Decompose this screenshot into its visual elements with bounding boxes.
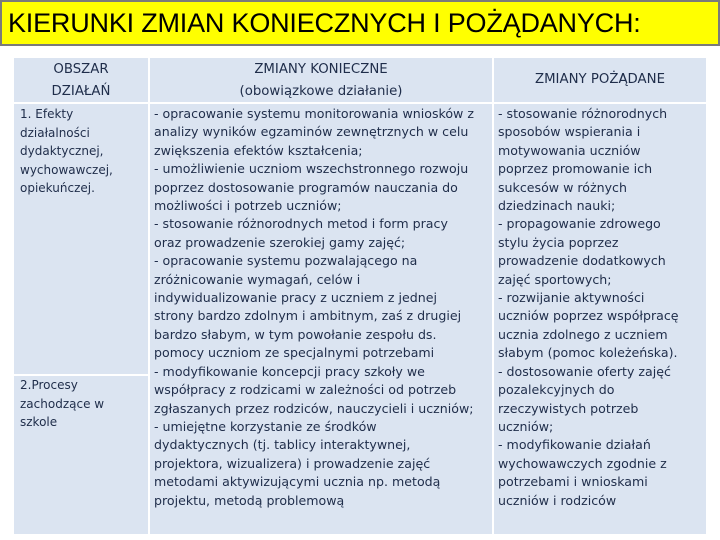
required-line: - opracowanie systemu pozwalającego na	[154, 253, 418, 269]
title-bar	[0, 0, 720, 46]
header-area-line: DZIAŁAŃ	[51, 84, 111, 99]
desired-changes-cell	[494, 104, 706, 534]
desired-line: poprzez promowanie ich	[498, 161, 653, 177]
header-required-line: ZMIANY KONIECZNE	[254, 62, 388, 77]
required-line: metodami aktywizującymi ucznia np. metodą	[154, 474, 441, 490]
required-line: strony bardzo zdolnym i ambitnym, zaś z drugiej	[154, 308, 462, 324]
required-line: - stosowanie różnorodnych metod i form pracy	[154, 216, 448, 232]
required-line: - umiejętne korzystanie ze środków	[154, 418, 377, 434]
desired-line: - dostosowanie oferty zajęć	[498, 363, 671, 379]
header-desired	[494, 58, 706, 102]
required-line: projektu, metodą problemową	[154, 492, 345, 508]
required-changes-cell	[150, 104, 492, 534]
desired-line: pozalekcyjnych do	[498, 382, 615, 398]
page-title: KIERUNKI ZMIAN KONIECZNYCH I POŻĄDANYCH:	[8, 8, 641, 38]
area-line: szkole	[20, 415, 58, 429]
required-line: zróżnicowanie wymagań, celów i	[154, 271, 361, 287]
desired-line: prowadzenie dodatkowych	[498, 253, 666, 269]
desired-line: uczniów poprzez współpracę	[498, 308, 679, 324]
area-line: zachodzące w	[20, 396, 105, 411]
required-line: zgłaszanych przez rodziców, nauczycieli i uczniów;	[154, 400, 474, 416]
area-line: 1. Efekty	[20, 107, 74, 121]
area-cell-1	[14, 104, 148, 374]
area-line: wychowawczej,	[20, 162, 113, 177]
header-area	[14, 58, 148, 102]
desired-line: - modyfikowanie działań	[498, 437, 651, 453]
required-line: pomocy uczniom ze specjalnymi potrzebami	[154, 345, 435, 361]
desired-line: - rozwijanie aktywności	[498, 290, 645, 306]
required-line: oraz prowadzenie szerokiej gamy zajęć;	[154, 234, 406, 250]
required-line: - opracowanie systemu monitorowania wniosków z	[154, 106, 474, 121]
required-line: indywidualizowanie pracy z uczniem z jednej	[154, 290, 437, 306]
desired-line: uczniów i rodziców	[498, 492, 617, 508]
header-area-line: OBSZAR	[53, 62, 109, 77]
desired-line: wychowawczych zgodnie z	[498, 455, 667, 471]
required-line: - modyfikowanie koncepcji pracy szkoły we	[154, 363, 425, 379]
desired-line: sukcesów w różnych	[498, 179, 627, 195]
area-line: dydaktycznej,	[20, 144, 104, 158]
required-line: projektora, wizualizera) i prowadzenie zajęć	[154, 455, 431, 471]
desired-line: stylu życia poprzez	[498, 234, 619, 250]
required-line: - umożliwienie uczniom wszechstronnego rozwoju	[154, 161, 469, 177]
required-line: analizy wyników egzaminów zewnętrznych w celu	[154, 124, 469, 140]
required-line: bardzo słabym, w tym powołanie zespołu ds.	[154, 326, 437, 342]
desired-line: zajęć sportowych;	[498, 271, 612, 287]
desired-line: ucznia zdolnego z uczniem	[498, 326, 668, 342]
desired-line: - stosowanie różnorodnych	[498, 106, 668, 121]
desired-line: motywowania uczniów	[498, 142, 641, 158]
required-line: dydaktycznych (tj. tablicy interaktywnej,	[154, 437, 411, 453]
header-required	[150, 58, 492, 102]
area-cell-2	[14, 376, 148, 534]
area-line: działalności	[20, 125, 90, 140]
area-line: opiekuńczej.	[20, 181, 95, 195]
header-required-line: (obowiązkowe działanie)	[239, 84, 403, 99]
desired-line: - propagowanie zdrowego	[498, 216, 661, 232]
desired-line: sposobów wspierania i	[498, 124, 641, 140]
desired-line: rzeczywistych potrzeb	[498, 400, 639, 416]
required-line: zwiększenia efektów kształcenia;	[154, 142, 363, 158]
required-line: możliwości i potrzeb uczniów;	[154, 198, 342, 214]
desired-line: potrzebami i wnioskami	[498, 474, 648, 490]
desired-line: słabym (pomoc koleżeńska).	[498, 345, 678, 361]
area-line: 2.Procesy	[20, 378, 78, 392]
desired-line: dziedzinach nauki;	[498, 198, 616, 214]
header-desired-line: ZMIANY POŻĄDANE	[534, 72, 666, 87]
required-line: współpracy z rodzicami w zależności od potrzeb	[154, 382, 457, 398]
required-line: poprzez dostosowanie programów nauczania do	[154, 179, 458, 195]
desired-line: uczniów;	[498, 418, 554, 434]
